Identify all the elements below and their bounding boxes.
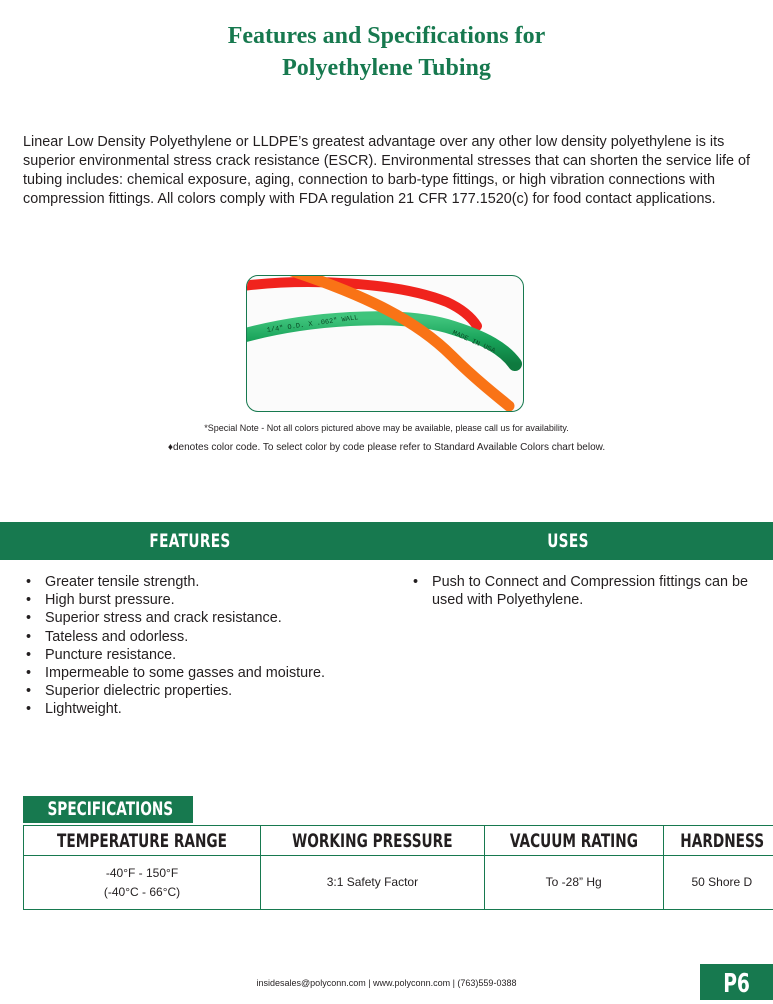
temperature-fahrenheit: -40°F - 150°F (25, 864, 259, 883)
list-item: • High burst pressure. (23, 591, 383, 609)
features-heading: FEATURES (82, 522, 298, 560)
list-item: • Push to Connect and Compression fittings can be used with Polyethylene. (410, 573, 755, 609)
bullet-icon: • (26, 628, 31, 646)
page-title (0, 20, 773, 84)
cell-temperature-range (24, 856, 261, 910)
header-temperature-range: TEMPERATURE RANGE (24, 826, 261, 856)
special-note: *Special Note - Not all colors pictured above may be available, please call us for availability. (0, 423, 773, 433)
temperature-celsius: (-40°C - 66°C) (25, 883, 259, 902)
page-title-line-2: Polyethylene Tubing (0, 52, 773, 84)
green-tube-print: MADE IN USA (451, 329, 497, 355)
bullet-icon: • (26, 664, 31, 682)
header-vacuum-rating: VACUUM RATING (484, 826, 663, 856)
bullet-icon: • (26, 700, 31, 718)
bullet-icon: • (26, 682, 31, 700)
bullet-icon: • (413, 573, 418, 591)
header-working-pressure: WORKING PRESSURE (261, 826, 485, 856)
bullet-icon: • (26, 609, 31, 627)
list-item: • Puncture resistance. (23, 646, 383, 664)
tubing-illustration (247, 276, 523, 411)
list-item: • Tateless and odorless. (23, 628, 383, 646)
green-tube-print-side: 1/4" O.D. X .062" WALL (266, 314, 359, 335)
cell-vacuum-rating: To -28” Hg (484, 856, 663, 910)
uses-heading: USES (460, 522, 676, 560)
list-item: • Lightweight. (23, 700, 383, 718)
bullet-icon: • (26, 573, 31, 591)
list-item: • Superior stress and crack resistance. (23, 609, 383, 627)
intro-paragraph: Linear Low Density Polyethylene or LLDPE’s greatest advantage over any other low density polyethylene is its superior environmental stress crack resistance (ESCR). Environmental stresses that can shorten the service life of tubing includes: chemical exposure, aging, connection to barb-type fittings, or high vibration connections with compression fittings. All colors comply with FDA regulation 21 CFR 177.1520(c) for food contact applications. (23, 133, 753, 209)
bullet-icon: • (26, 646, 31, 664)
features-list (23, 573, 383, 719)
table-row (24, 856, 773, 910)
specifications-table (23, 825, 773, 910)
page-number-badge (700, 964, 773, 1000)
page-title-line-1: Features and Specifications for (0, 20, 773, 52)
color-code-note: ♦denotes color code. To select color by code please refer to Standard Available Colors chart below. (0, 442, 773, 453)
page-number: P6 (723, 964, 750, 1004)
tubing-photo (246, 275, 524, 412)
list-item: • Greater tensile strength. (23, 573, 383, 591)
cell-hardness: 50 Shore D (663, 856, 773, 910)
uses-list (410, 573, 755, 609)
features-uses-header-bar (0, 522, 773, 560)
cell-working-pressure: 3:1 Safety Factor (261, 856, 485, 910)
list-item: • Superior dielectric properties. (23, 682, 383, 700)
specifications-heading: SPECIFICATIONS (23, 796, 193, 823)
table-header-row (24, 826, 773, 856)
list-item: • Impermeable to some gasses and moisture. (23, 664, 383, 682)
bullet-icon: • (26, 591, 31, 609)
footer-contact: insidesales@polyconn.com | www.polyconn.com | (763)559-0388 (0, 978, 773, 988)
header-hardness: HARDNESS (663, 826, 773, 856)
